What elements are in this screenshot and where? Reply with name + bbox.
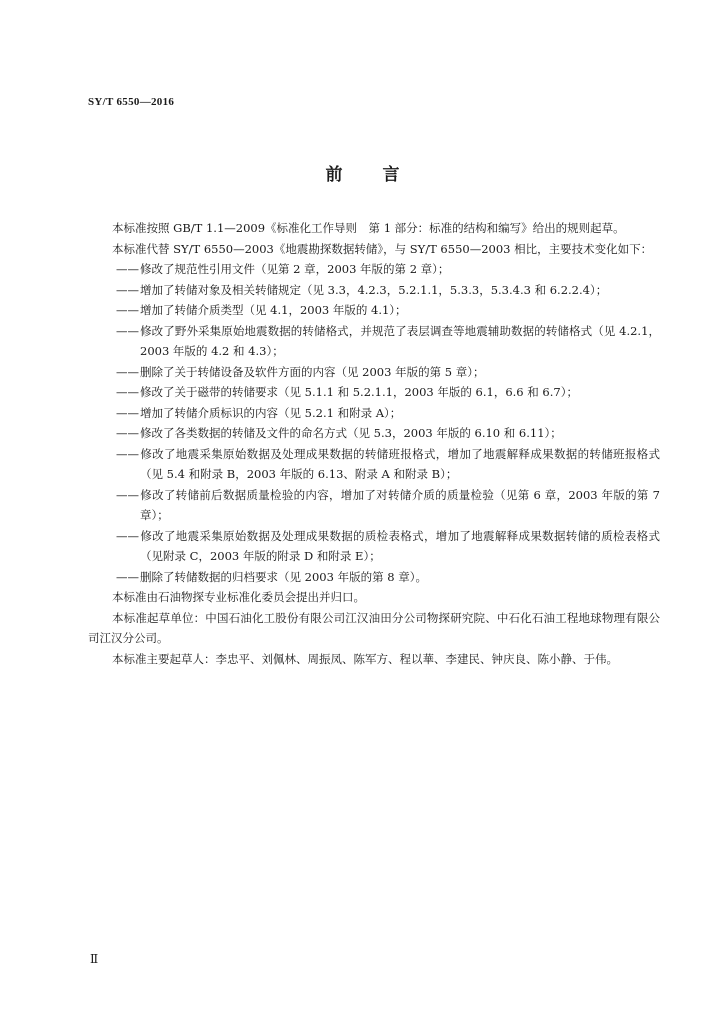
change-text: 修改了地震采集原始数据及处理成果数据的转储班报格式，增加了地震解释成果数据的转储班报格式（见 5.4 和附录 B，2003 年版的 6.13、附录 A 和附录 B）； [140,446,660,481]
change-text: 修改了转储前后数据质量检验的内容，增加了对转储介质的质量检验（见第 6 章，2003 年版的第 7 章）； [140,487,660,522]
change-text: 修改了各类数据的转储及文件的命名方式（见 5.3，2003 年版的 6.10 和 6.11）； [140,426,562,440]
paragraph-drafting-rule: 本标准按照 GB/T 1.1—2009《标准化工作导则 第 1 部分：标准的结构和编写》给出的规则起草。 [112,221,625,235]
dash-marker: —— [116,426,139,440]
list-item [88,444,660,485]
list-item [88,382,660,403]
dash-marker: —— [116,446,139,461]
list-item [88,280,660,301]
list-item [88,403,660,424]
change-text: 增加了转储介质类型（见 4.1，2003 年版的 4.1）； [140,303,407,317]
dash-marker: —— [116,364,139,379]
foreword-body [88,218,660,669]
dash-marker: —— [116,385,139,399]
list-item [88,423,660,444]
change-text: 增加了转储对象及相关转储规定（见 3.3，4.2.3，5.2.1.1，5.3.3，5.3.4.3 和 6.2.2.4）； [140,282,608,297]
list-item [88,485,660,526]
dash-marker: —— [116,487,139,502]
change-text: 删除了关于转储设备及软件方面的内容（见 2003 年版的第 5 章）； [140,364,485,379]
paragraph-proposer: 本标准由石油物探专业标准化委员会提出并归口。 [112,590,365,604]
list-item [88,300,660,321]
paragraph-drafting-units: 本标准起草单位：中国石油化工股份有限公司江汉油田分公司物探研究院、中石化石油工程地球物理有限公司江汉分公司。 [88,610,660,645]
change-text: 删除了转储数据的归档要求（见 2003 年版的第 8 章）。 [140,569,427,584]
list-item [88,321,660,362]
change-text: 增加了转储介质标识的内容（见 5.2.1 和附录 A）； [140,405,402,420]
list-item [88,259,660,280]
page-title: 前言 [325,165,440,185]
paragraph-drafters: 本标准主要起草人：李忠平、刘佩林、周振凤、陈军方、程以華、李建民、钟庆良、陈小静、于伟。 [112,651,618,666]
list-item [88,567,660,588]
dash-marker: —— [116,262,139,276]
change-text: 修改了关于磁带的转储要求（见 5.1.1 和 5.2.1.1，2003 年版的 6.1，6.6 和 6.7）； [140,385,578,399]
dash-marker: —— [116,528,139,543]
dash-marker: —— [116,405,139,420]
standard-code: SY/T 6550—2016 [88,96,175,108]
dash-marker: —— [116,323,139,338]
list-item [88,526,660,567]
change-text: 修改了规范性引用文件（见第 2 章，2003 年版的第 2 章）； [140,262,450,276]
dash-marker: —— [116,282,139,297]
change-text: 修改了野外采集原始地震数据的转储格式，并规范了表层调查等地震辅助数据的转储格式（见 4.2.1，2003 年版的 4.2 和 4.3）； [140,323,660,358]
paragraph-replacement: 本标准代替 SY/T 6550—2003《地震勘探数据转储》，与 SY/T 6550—2003 相比，主要技术变化如下： [112,241,653,256]
dash-marker: —— [116,303,139,317]
dash-marker: —— [116,569,139,584]
change-text: 修改了地震采集原始数据及处理成果数据的质检表格式，增加了地震解释成果数据转储的质检表格式（见附录 C，2003 年版的附录 D 和附录 E）； [140,528,660,563]
page-number: Ⅱ [90,952,99,966]
list-item [88,362,660,383]
